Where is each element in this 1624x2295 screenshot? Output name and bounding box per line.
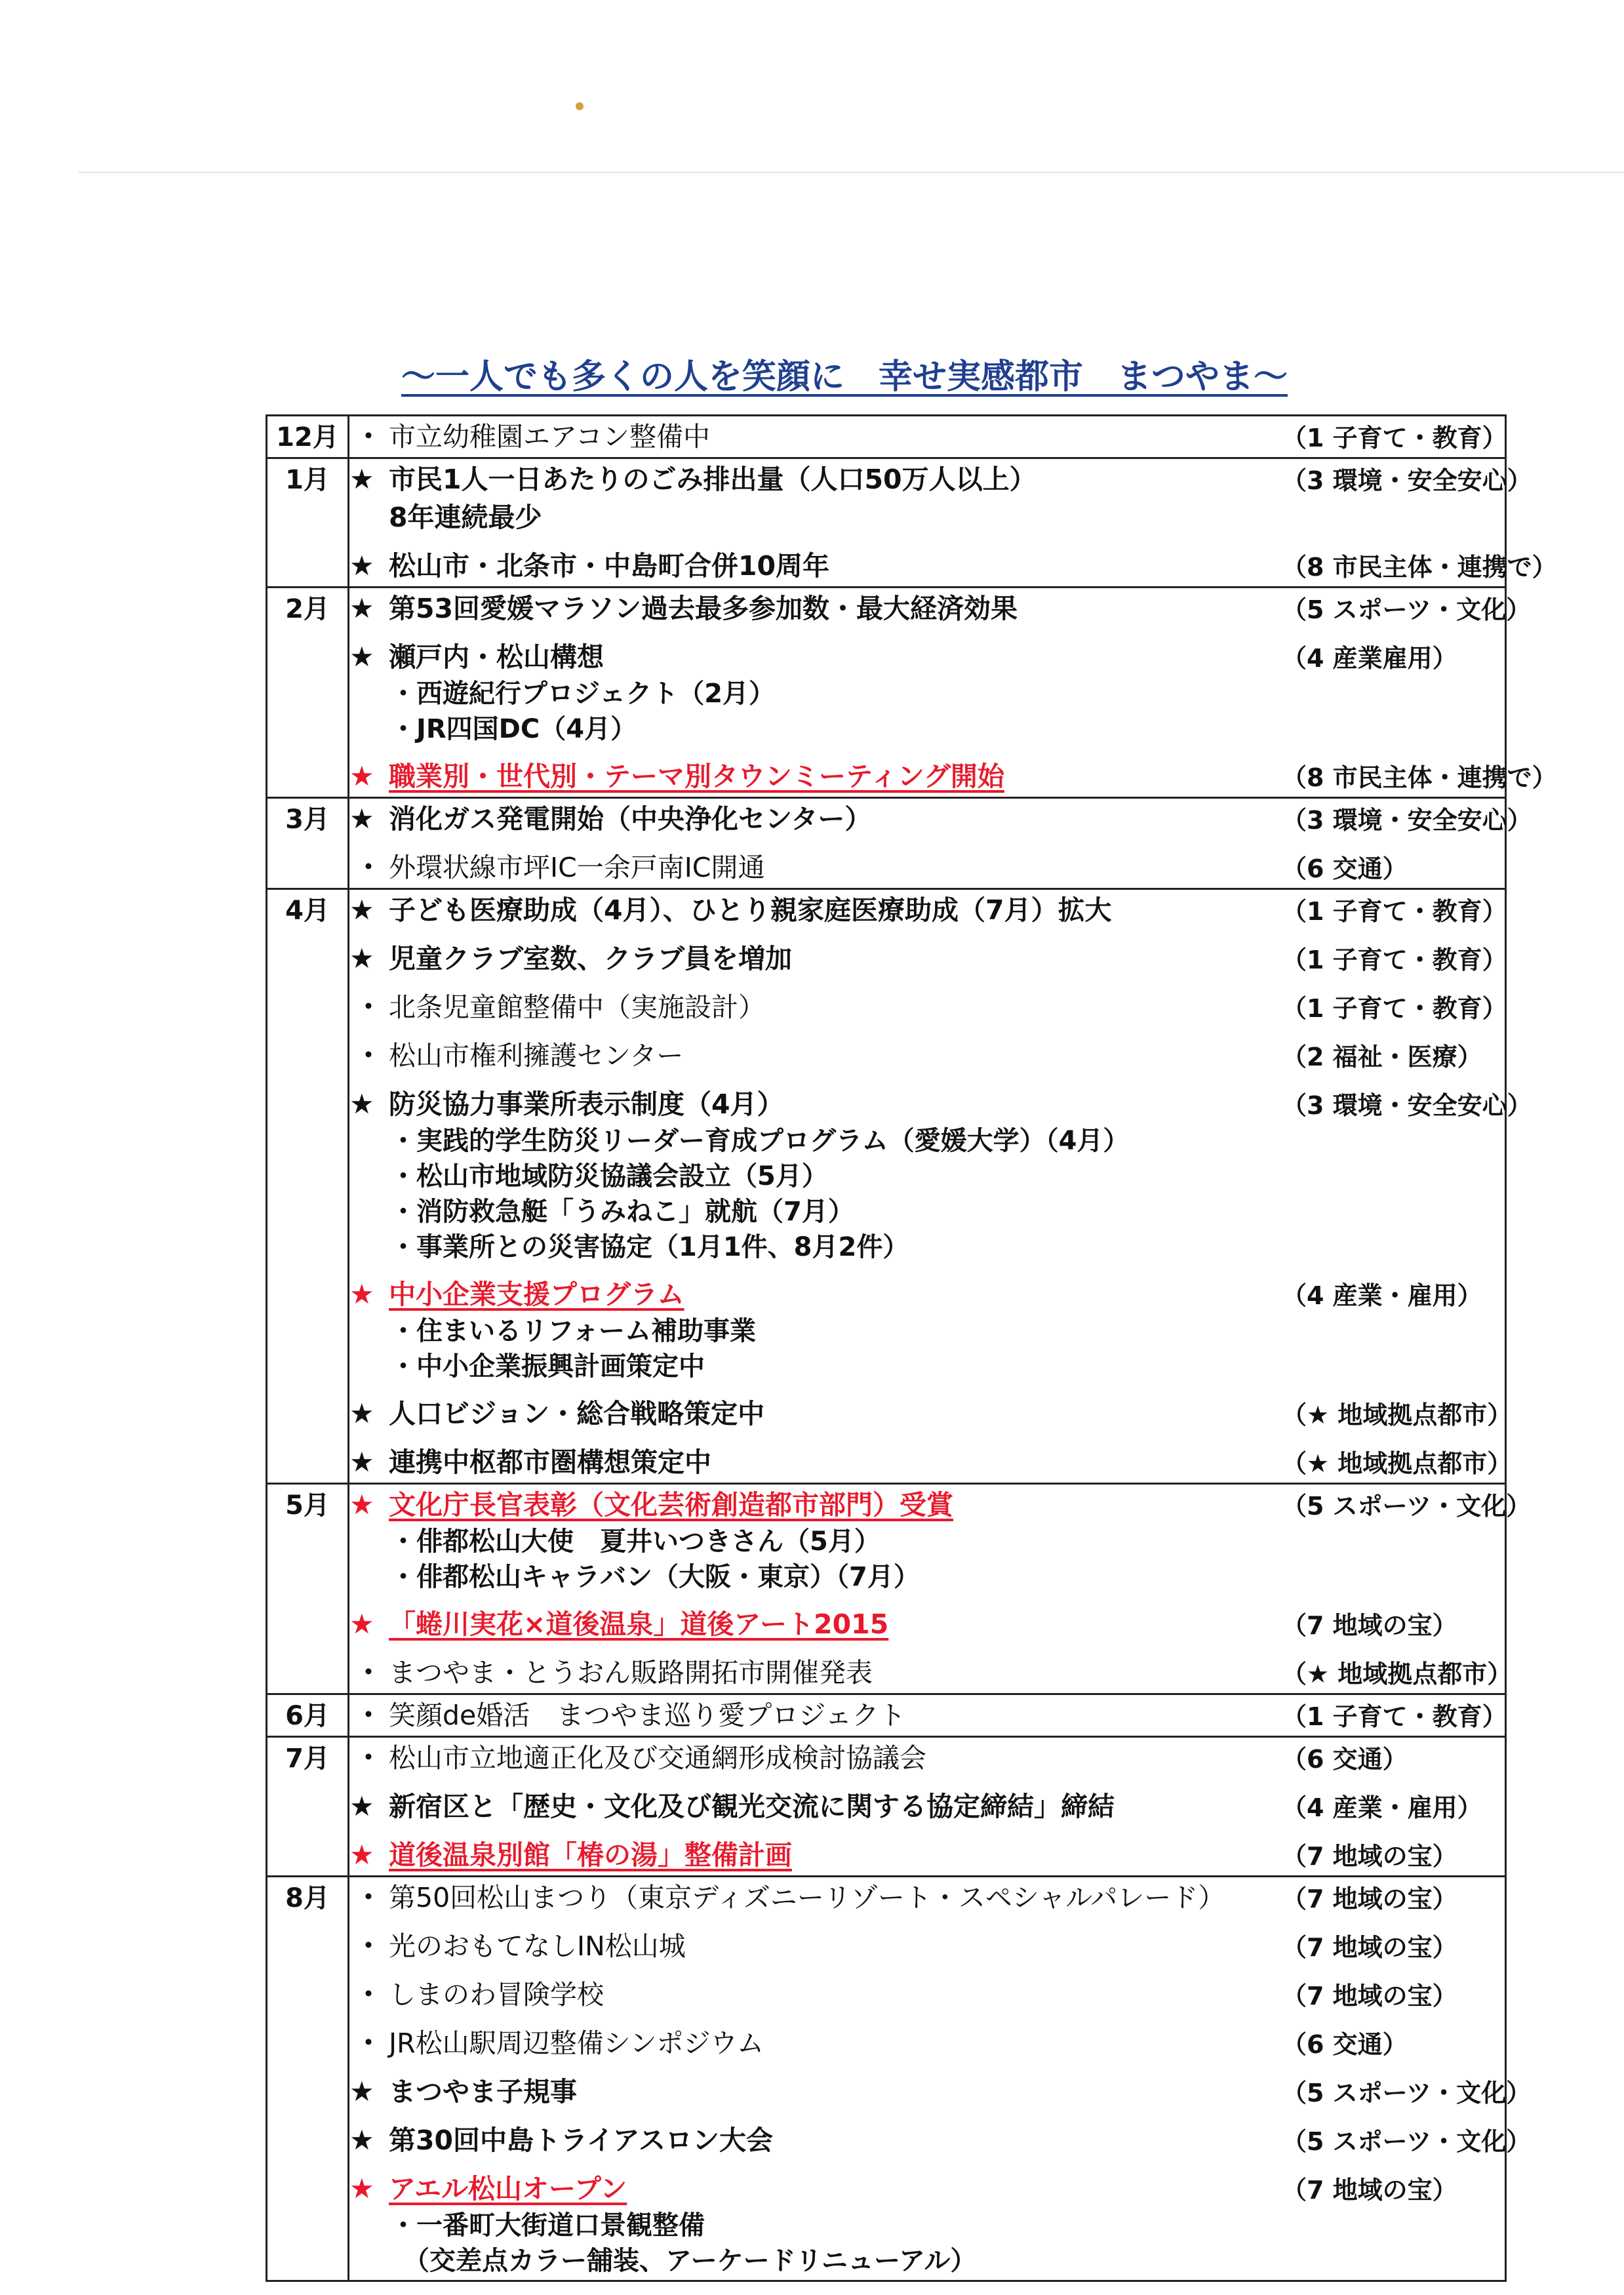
category-label: （5 スポーツ・文化） — [1282, 1492, 1532, 1521]
star-icon: ★ — [349, 592, 374, 624]
month-label: 3月 — [267, 798, 349, 889]
item-line: 消化ガス発電開始（中央浄化センター） — [389, 803, 872, 835]
category-label: （4 産業雇用） — [1282, 644, 1457, 673]
category-label: （1 子育て・教育） — [1282, 1702, 1507, 1731]
item-text — [389, 757, 1282, 795]
month-row — [267, 416, 1506, 458]
star-icon: ★ — [349, 1839, 374, 1871]
item-text — [389, 2121, 1282, 2159]
item-line: 中小企業支援プログラム — [389, 1279, 684, 1310]
item-text — [389, 1879, 1282, 1917]
star-icon: ★ — [349, 1397, 374, 1429]
star-icon: ★ — [349, 2172, 374, 2205]
item-text — [389, 2073, 1282, 2111]
bullet-icon: ・ — [355, 420, 383, 452]
item-text — [389, 547, 1282, 585]
item-sub-line: ・一番町大街道口景観整備 — [390, 2210, 705, 2241]
month-row — [267, 1694, 1506, 1737]
item-line: 市立幼稚園エアコン整備中 — [389, 421, 710, 452]
list-item — [349, 757, 1557, 795]
category-label: （7 地域の宝） — [1282, 1933, 1457, 1962]
item-line: 連携中枢都市圏構想策定中 — [389, 1447, 711, 1478]
list-item — [349, 940, 1505, 978]
list-item — [349, 418, 1505, 456]
item-text — [389, 1654, 1282, 1692]
month-items — [349, 588, 1557, 798]
list-item — [349, 891, 1505, 929]
category-label: （5 スポーツ・文化） — [1282, 2127, 1532, 2156]
item-sub-line: ・松山市地域防災協議会設立（5月） — [390, 1161, 828, 1191]
month-row — [267, 1877, 1506, 2281]
list-item — [349, 460, 1532, 536]
item-line: まつやま・とうおん販路開拓市開催発表 — [389, 1657, 873, 1688]
star-icon: ★ — [349, 942, 374, 974]
month-row — [267, 1737, 1506, 1877]
category-label: （8 市民主体・連携で） — [1282, 553, 1557, 582]
list-item — [349, 638, 1505, 747]
month-row — [267, 889, 1506, 1484]
item-line: 松山市立地適正化及び交通網形成検討協議会 — [389, 1742, 926, 1774]
item-line: 第30回中島トライアスロン大会 — [389, 2125, 773, 2156]
category-label: （7 地域の宝） — [1282, 1885, 1457, 1913]
item-line: 第53回愛媛マラソン過去最多参加数・最大経済効果 — [389, 593, 1018, 624]
star-icon: ★ — [349, 1446, 374, 1478]
item-line: 児童クラブ室数、クラブ員を増加 — [389, 943, 792, 974]
month-row — [267, 458, 1506, 588]
category-label: （7 地域の宝） — [1282, 1611, 1457, 1640]
month-label: 1月 — [267, 458, 349, 588]
month-label: 6月 — [267, 1694, 349, 1737]
star-icon: ★ — [349, 463, 374, 495]
star-icon: ★ — [349, 1790, 374, 1822]
item-text — [389, 1836, 1282, 1874]
star-icon: ★ — [349, 2075, 374, 2107]
category-label: （6 交通） — [1282, 854, 1408, 883]
item-text — [389, 940, 1282, 978]
item-line: 北条児童館整備中（実施設計） — [389, 991, 765, 1023]
item-line: 職業別・世代別・テーマ別タウンミーティング開始 — [389, 761, 1004, 792]
item-text — [389, 1085, 1282, 1265]
item-text — [389, 418, 1282, 456]
month-items — [349, 889, 1532, 1484]
top-divider — [79, 172, 1624, 173]
category-label: （7 地域の宝） — [1282, 1842, 1457, 1871]
bullet-icon: ・ — [355, 991, 383, 1023]
item-text — [389, 2024, 1282, 2062]
item-text — [389, 1696, 1282, 1734]
list-item — [349, 1486, 1532, 1595]
item-line: 文化庁長官表彰（文化芸術創造都市部門）受賞 — [389, 1489, 953, 1521]
star-icon: ★ — [349, 1608, 374, 1640]
list-item — [349, 1037, 1505, 1075]
category-label: （1 子育て・教育） — [1282, 897, 1507, 926]
item-text — [389, 1275, 1282, 1384]
category-label: （3 環境・安全安心） — [1282, 806, 1532, 835]
star-icon: ★ — [349, 1088, 374, 1120]
item-text — [389, 1486, 1282, 1595]
item-sub-line: ・消防救急艇「うみねこ」就航（7月） — [390, 1197, 854, 1227]
item-sub-line: ・中小企業振興計画策定中 — [390, 1351, 705, 1382]
bullet-icon: ・ — [355, 1742, 383, 1774]
category-label: （2 福祉・医療） — [1282, 1043, 1482, 1071]
item-line: まつやま子規事 — [389, 2076, 577, 2107]
item-sub-line: ・俳都松山キャラバン（大阪・東京）（7月） — [390, 1562, 920, 1592]
bullet-icon: ・ — [355, 851, 383, 883]
month-label: 5月 — [267, 1484, 349, 1694]
month-items — [349, 1737, 1506, 1877]
list-item — [349, 1836, 1505, 1874]
bullet-icon: ・ — [355, 1656, 383, 1688]
item-line: 松山市・北条市・中島町合併10周年 — [389, 550, 830, 582]
category-label: （3 環境・安全安心） — [1282, 466, 1532, 495]
item-line: 笑顔de婚活 まつやま巡り愛プロジェクト — [389, 1700, 906, 1731]
item-line: 松山市権利擁護センター — [389, 1040, 684, 1071]
item-line: アエル松山オープン — [389, 2173, 627, 2205]
bullet-icon: ・ — [355, 2027, 383, 2059]
list-item — [349, 2024, 1505, 2062]
bullet-icon: ・ — [355, 1930, 383, 1962]
month-label: 8月 — [267, 1877, 349, 2281]
item-line: 光のおもてなしIN松山城 — [389, 1930, 686, 1962]
item-line: 子ども医療助成（4月）、ひとり親家庭医療助成（7月）拡大 — [389, 894, 1112, 926]
category-label: （5 スポーツ・文化） — [1282, 2079, 1532, 2107]
month-row — [267, 1484, 1506, 1694]
item-line: 新宿区と「歴史・文化及び観光交流に関する協定締結」締結 — [389, 1791, 1115, 1822]
month-items — [349, 1877, 1532, 2281]
list-item — [349, 1275, 1505, 1384]
star-icon: ★ — [349, 1488, 374, 1521]
item-line: 「蜷川実花×道後温泉」道後アート2015 — [389, 1608, 889, 1640]
month-label: 4月 — [267, 889, 349, 1484]
category-label: （7 地域の宝） — [1282, 1982, 1457, 2010]
item-text — [389, 1787, 1282, 1826]
list-item — [349, 1879, 1505, 1917]
star-icon: ★ — [349, 2124, 374, 2156]
item-text — [389, 1976, 1282, 2014]
month-items — [349, 1694, 1506, 1737]
item-sub-line: ・住まいるリフォーム補助事業 — [390, 1316, 756, 1346]
list-item — [349, 2121, 1532, 2159]
bullet-icon: ・ — [355, 1978, 383, 2010]
item-text — [389, 1605, 1282, 1643]
item-text — [389, 589, 1282, 628]
schedule-body — [267, 416, 1557, 2281]
bullet-icon: ・ — [355, 1881, 383, 1913]
list-item — [349, 1085, 1532, 1265]
item-line: 瀬戸内・松山構想 — [389, 641, 604, 673]
list-item — [349, 589, 1532, 628]
list-item — [349, 1787, 1505, 1826]
stray-mark — [576, 102, 584, 110]
item-sub-line: ・事業所との災害協定（1月1件、8月2件） — [390, 1232, 909, 1262]
list-item — [349, 1443, 1513, 1481]
category-label: （★ 地域拠点都市） — [1282, 1401, 1513, 1429]
list-item — [349, 800, 1532, 838]
category-label: （5 スポーツ・文化） — [1282, 595, 1532, 624]
item-text — [389, 638, 1282, 747]
category-label: （1 子育て・教育） — [1282, 424, 1507, 452]
list-item — [349, 1927, 1505, 1965]
list-item — [349, 1696, 1505, 1734]
month-items — [349, 1484, 1532, 1694]
star-icon: ★ — [349, 894, 374, 926]
item-text — [389, 1927, 1282, 1965]
list-item — [349, 1395, 1513, 1433]
bullet-icon: ・ — [355, 1039, 383, 1071]
star-icon: ★ — [349, 803, 374, 835]
list-item — [349, 2073, 1532, 2111]
item-text — [389, 1395, 1282, 1433]
item-text — [389, 848, 1282, 887]
category-label: （4 産業・雇用） — [1282, 1281, 1482, 1310]
month-items — [349, 798, 1532, 889]
category-label: （4 産業・雇用） — [1282, 1793, 1482, 1822]
item-text — [389, 1443, 1282, 1481]
bullet-icon: ・ — [355, 1699, 383, 1731]
star-icon: ★ — [349, 641, 374, 673]
item-line: 防災協力事業所表示制度（4月） — [389, 1088, 784, 1120]
item-text — [389, 988, 1282, 1026]
category-label: （1 子育て・教育） — [1282, 946, 1507, 974]
category-label: （★ 地域拠点都市） — [1282, 1660, 1513, 1688]
item-sub-line: ・西遊紀行プロジェクト（2月） — [390, 679, 776, 709]
month-row — [267, 798, 1506, 889]
item-line: 第50回松山まつり（東京ディズニーリゾート・スペシャルパレード） — [389, 1882, 1225, 1913]
category-label: （7 地域の宝） — [1282, 2176, 1457, 2205]
item-line: 人口ビジョン・総合戦略策定中 — [389, 1398, 765, 1429]
category-label: （3 環境・安全安心） — [1282, 1091, 1532, 1120]
item-line: JR松山駅周辺整備シンポジウム — [389, 2027, 764, 2059]
list-item — [349, 1605, 1505, 1643]
item-line: 市民1人一日あたりのごみ排出量（人口50万人以上） — [389, 464, 1037, 495]
month-row — [267, 588, 1506, 798]
item-text — [389, 1037, 1282, 1075]
item-line: 道後温泉別館「椿の湯」整備計画 — [389, 1839, 792, 1871]
category-label: （★ 地域拠点都市） — [1282, 1449, 1513, 1478]
item-text — [389, 460, 1282, 536]
item-sub-line: ・俳都松山大使 夏井いつきさん（5月） — [390, 1527, 881, 1557]
month-label: 12月 — [267, 416, 349, 458]
star-icon: ★ — [349, 1278, 374, 1310]
month-items — [349, 458, 1557, 588]
item-text — [389, 1739, 1282, 1777]
schedule-table — [266, 414, 1557, 2282]
list-item — [349, 1976, 1505, 2014]
list-item — [349, 1739, 1505, 1777]
item-line: 8年連続最少 — [389, 502, 542, 533]
list-item — [349, 988, 1505, 1026]
list-item — [349, 2170, 1505, 2279]
category-label: （6 交通） — [1282, 1745, 1408, 1774]
category-label: （8 市民主体・連携で） — [1282, 763, 1557, 792]
category-label: （6 交通） — [1282, 2030, 1408, 2059]
month-label: 2月 — [267, 588, 349, 798]
star-icon: ★ — [349, 760, 374, 792]
item-line: 外環状線市坪IC一余戸南IC開通 — [389, 852, 765, 883]
star-icon: ★ — [349, 549, 374, 582]
month-label: 7月 — [267, 1737, 349, 1877]
category-label: （1 子育て・教育） — [1282, 994, 1507, 1023]
item-sub-line: ・JR四国DC（4月） — [390, 714, 637, 744]
month-items — [349, 416, 1506, 458]
item-text — [389, 800, 1282, 838]
item-text — [389, 891, 1282, 929]
list-item — [349, 547, 1557, 585]
list-item — [349, 1654, 1513, 1692]
item-sub-line: （交差点カラー舗装、アーケードリニューアル） — [390, 2246, 977, 2276]
item-text — [389, 2170, 1282, 2279]
list-item — [349, 848, 1505, 887]
item-line: しまのわ冒険学校 — [389, 1979, 604, 2010]
item-sub-line: ・実践的学生防災リーダー育成プログラム（愛媛大学）（4月） — [390, 1126, 1130, 1156]
page-title: ～一人でも多くの人を笑顔に 幸せ実感都市 まつやま～ — [401, 357, 1288, 397]
